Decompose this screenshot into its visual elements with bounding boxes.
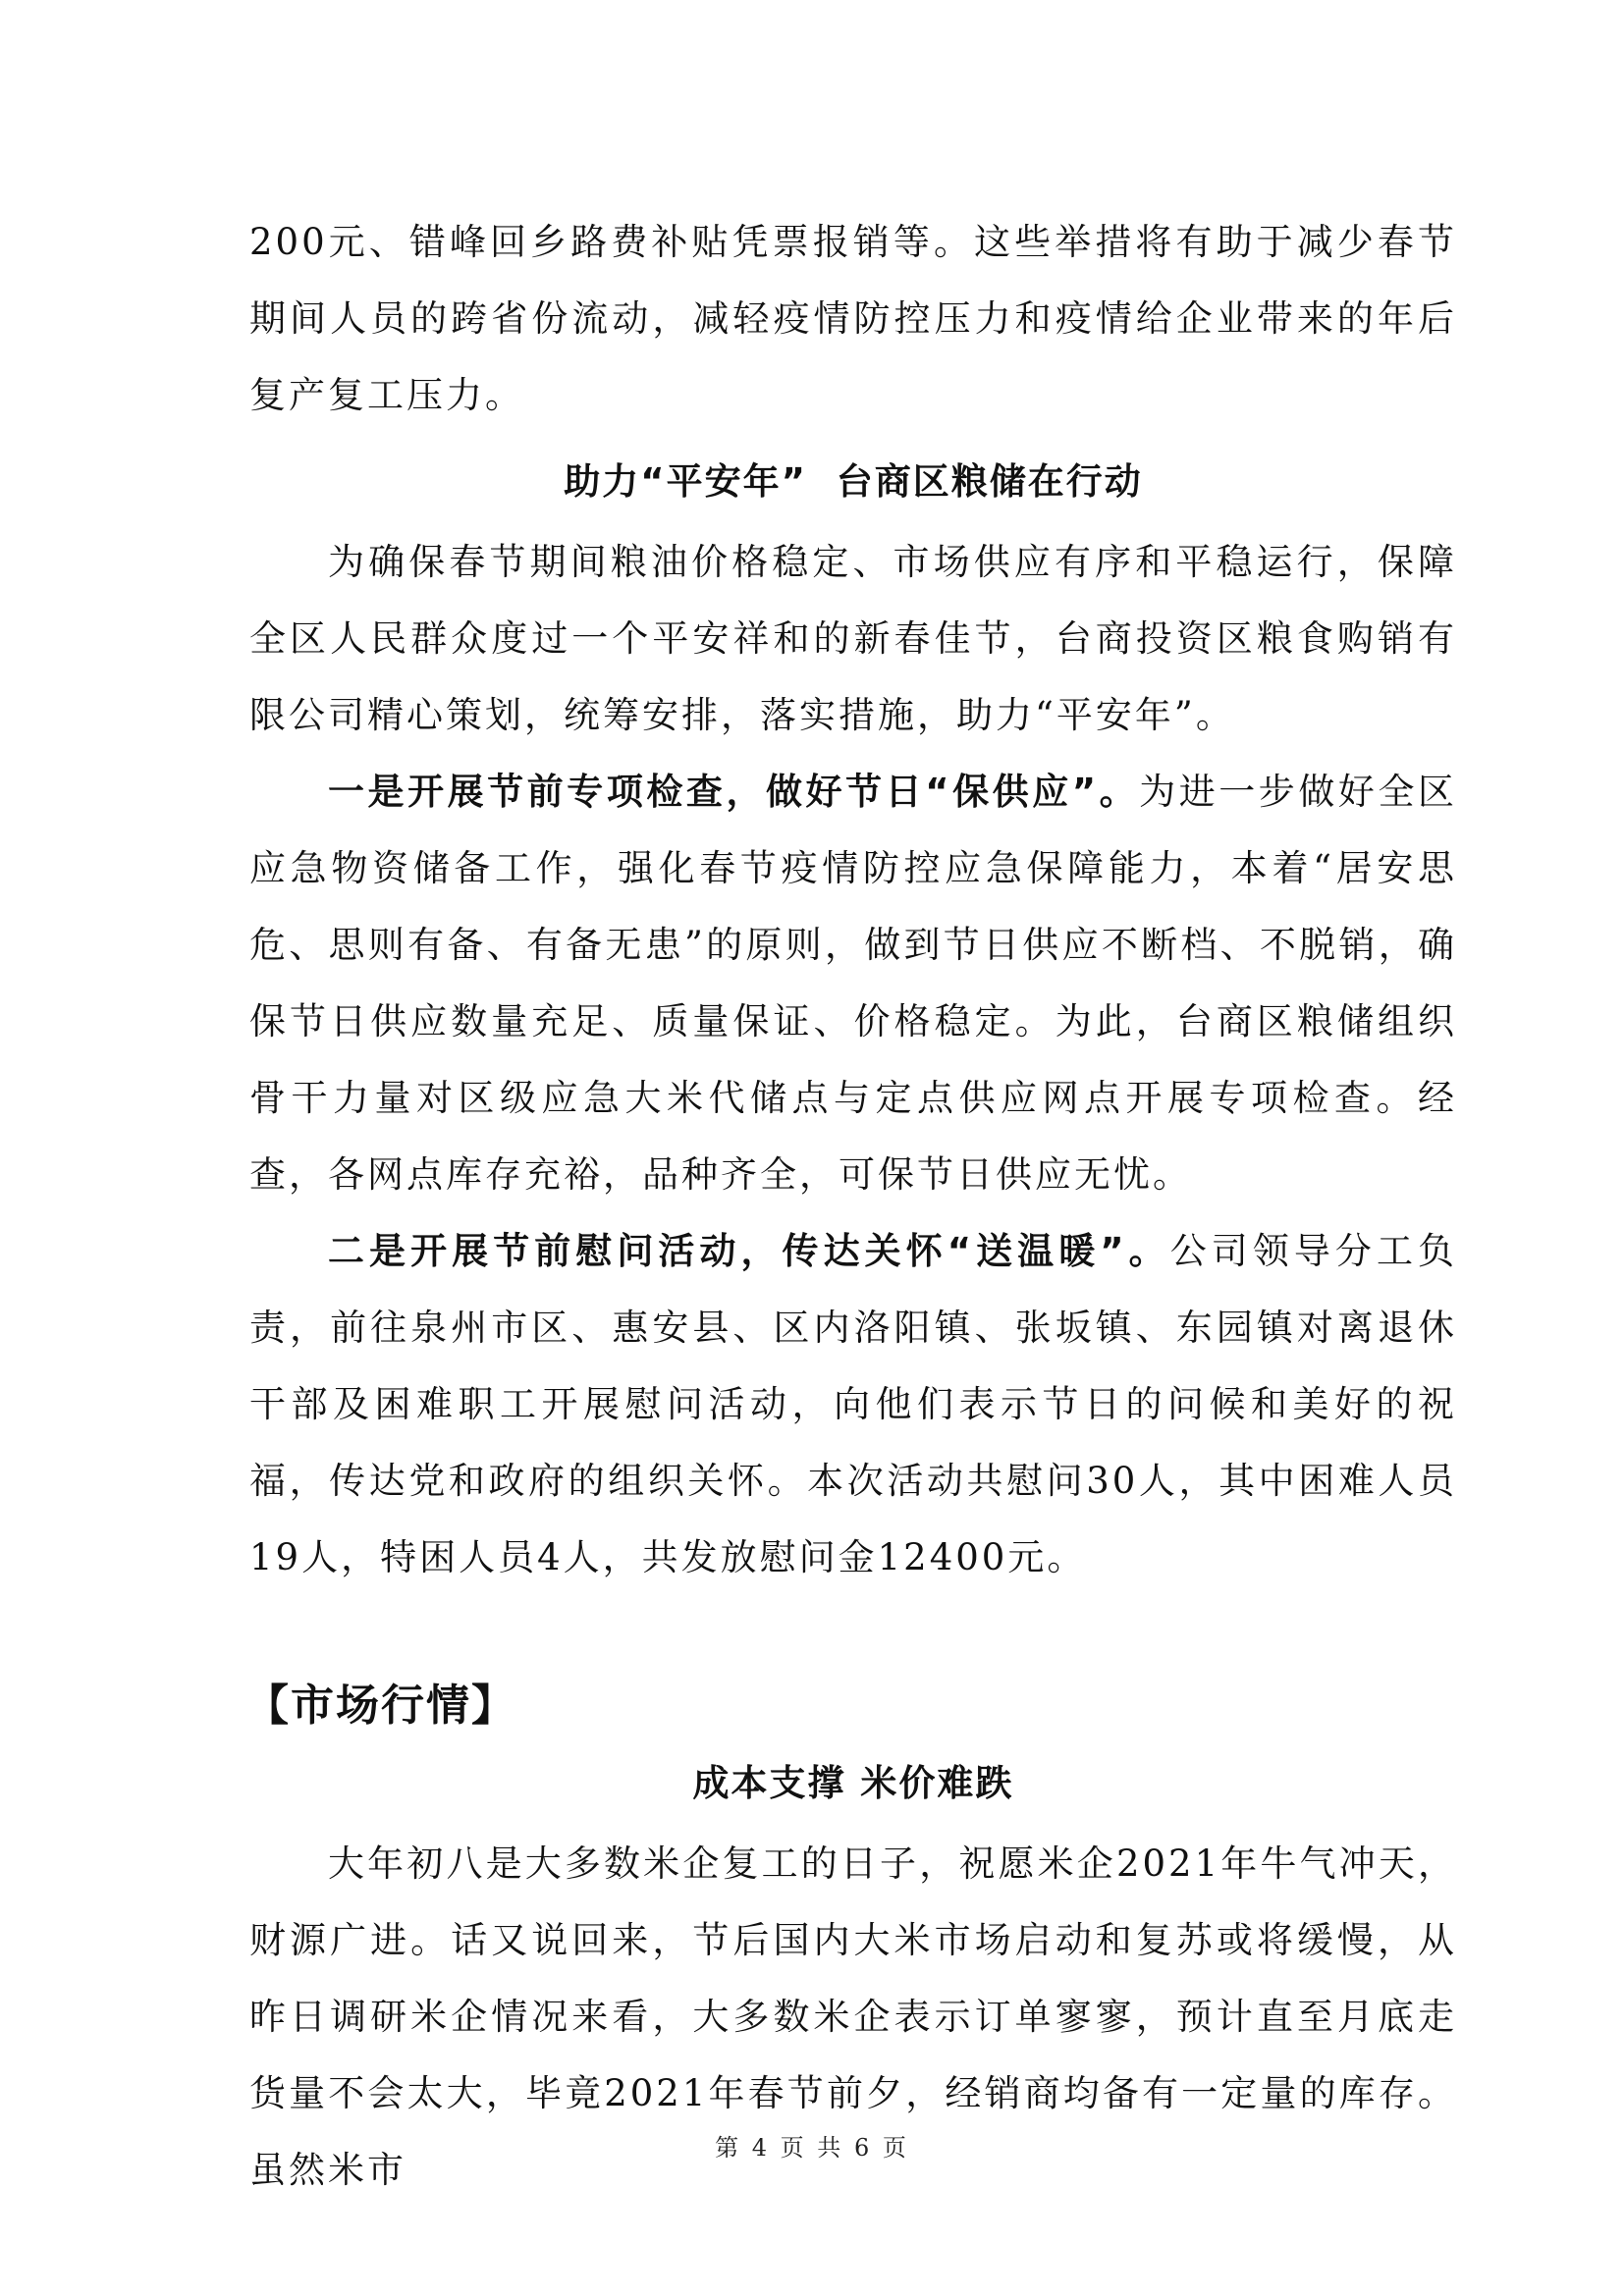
article-continuation-paragraph: 200元、错峰回乡路费补贴凭票报销等。这些举措将有助于减少春节期间人员的跨省份流动，减轻疫情防控压力和疫情给企业带来的年后复产复工压力。	[249, 221, 1457, 416]
article-intro-paragraph: 为确保春节期间粮油价格稳定、市场供应有序和平稳运行，保障全区人民群众度过一个平安祥和的新春佳节，台商投资区粮食购销有限公司精心策划，统筹安排，落实措施，助力“平安年”。	[249, 541, 1457, 736]
point-two-lead: 二是开展节前慰问活动，传达关怀“送温暖”。	[328, 1230, 1170, 1272]
point-two-body: 公司领导分工负责，前往泉州市区、惠安县、区内洛阳镇、张坂镇、东园镇对离退休干部及困难职工开展慰问活动，向他们表示节日的问候和美好的祝福，传达党和政府的组织关怀。本次活动共慰问30人，其中困难人员19人，特困人员4人，共发放慰问金12400元。	[249, 1230, 1458, 1578]
section-label-market: 【市场行情】	[245, 1681, 516, 1731]
point-one-lead: 一是开展节前专项检查，做好节日“保供应”。	[328, 771, 1140, 813]
article-title-grain-reserve: 助力“平安年” 台商区粮储在行动	[564, 460, 1143, 503]
point-one-paragraph	[249, 754, 1457, 1213]
article-title-rice-price: 成本支撑 米价难跌	[692, 1762, 1014, 1804]
point-two-paragraph	[249, 1213, 1457, 1596]
page-content	[245, 204, 1458, 2209]
rice-market-paragraph: 大年初八是大多数米企复工的日子，祝愿米企2021年牛气冲天，财源广进。话又说回来，节后国内大米市场启动和复苏或将缓慢，从昨日调研米企情况来看，大多数米企表示订单寥寥，预计直至月底走货量不会太大，毕竟2021年春节前夕，经销商均备有一定量的库存。虽然米市	[249, 1842, 1457, 2191]
point-one-body: 为进一步做好全区应急物资储备工作，强化春节疫情防控应急保障能力，本着“居安思危、思则有备、有备无患”的原则，做到节日供应不断档、不脱销，确保节日供应数量充足、质量保证、价格稳定。为此，台商区粮储组织骨干力量对区级应急大米代储点与定点供应网点开展专项检查。经查，各网点库存充裕，品种齐全，可保节日供应无忧。	[249, 771, 1457, 1196]
page-number-footer: 第 4 页 共 6 页	[715, 2134, 909, 2162]
